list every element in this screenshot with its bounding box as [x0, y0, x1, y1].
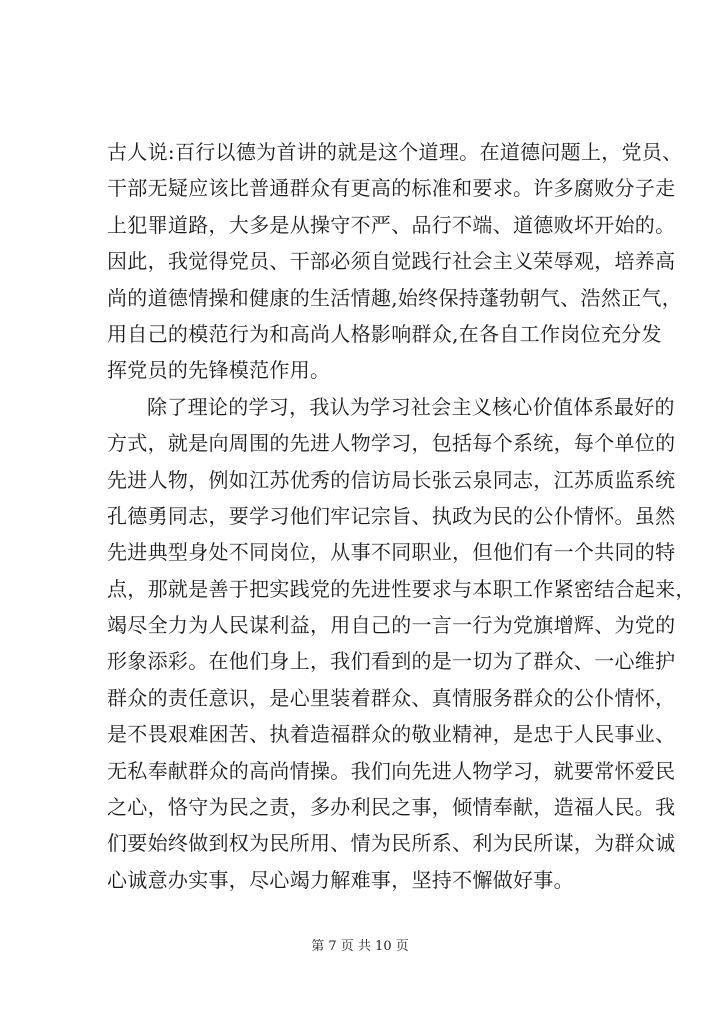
text-line: 尚的道德情操和健康的生活情趣,始终保持蓬勃朝气、浩然正气，	[107, 285, 683, 310]
text-line: 心诚意办实事，尽心竭力解难事，坚持不懈做好事。	[107, 867, 574, 892]
text-line: 挥党员的先锋模范作用。	[107, 358, 331, 383]
paragraph-start-line: 除了理论的学习，我认为学习社会主义核心价值体系最好的	[147, 394, 675, 419]
text-line: 先进人物，例如江苏优秀的信访局长张云泉同志，江苏质监系统	[107, 467, 676, 492]
text-line: 无私奉献群众的高尚情操。我们向先进人物学习，就要常怀爱民	[107, 758, 676, 783]
text-line: 竭尽全力为人民谋利益，用自己的一言一行为党旗增辉、为党的	[107, 613, 676, 638]
text-line: 上犯罪道路，大多是从操守不严、品行不端、道德败坏开始的。	[107, 212, 676, 237]
text-line: 之心，恪守为民之责，多办利民之事，倾情奉献，造福人民。我	[107, 795, 676, 820]
text-line: 是不畏艰难困苦、执着造福群众的敬业精神，是忠于人民事业、	[107, 722, 676, 747]
text-line: 孔德勇同志，要学习他们牢记宗旨、执政为民的公仆情怀。虽然	[107, 503, 676, 528]
text-line: 先进典型身处不同岗位，从事不同职业，但他们有一个共同的特	[107, 540, 676, 565]
text-line: 古人说:百行以德为首讲的就是这个道理。在道德问题上，党员、	[107, 140, 683, 164]
text-line: 形象添彩。在他们身上，我们看到的是一切为了群众、一心维护	[107, 649, 676, 674]
text-line: 干部无疑应该比普通群众有更高的标准和要求。许多腐败分子走	[107, 176, 676, 201]
page-number-footer: 第 7 页 共 10 页	[311, 939, 409, 954]
text-line: 方式，就是向周围的先进人物学习，包括每个系统，每个单位的	[107, 431, 676, 456]
body-text	[107, 134, 696, 898]
text-line: 群众的责任意识，是心里装着群众、真情服务群众的公仆情怀，	[107, 685, 676, 710]
text-line: 点，那就是善于把实践党的先进性要求与本职工作紧密结合起来，	[107, 576, 696, 601]
text-line: 因此，我觉得党员、干部必须自觉践行社会主义荣辱观，培养高	[107, 249, 676, 274]
text-line: 用自己的模范行为和高尚人格影响群众,在各自工作岗位充分发	[107, 321, 662, 346]
text-line: 们要始终做到权为民所用、情为民所系、利为民所谋，为群众诚	[107, 831, 676, 856]
